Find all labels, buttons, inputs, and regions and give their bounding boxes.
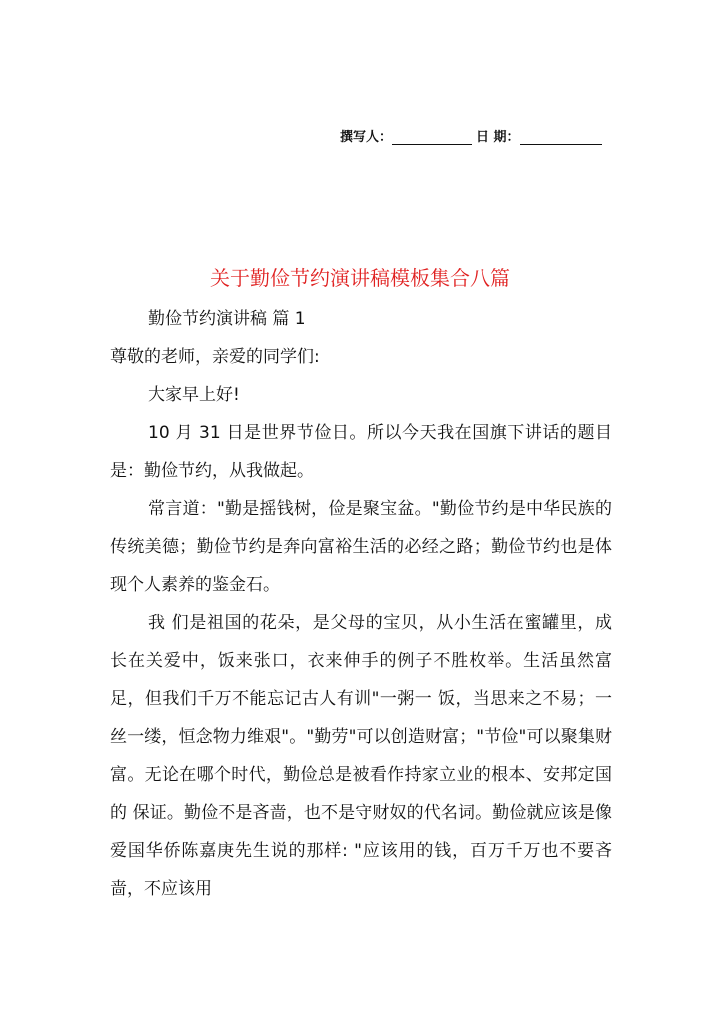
author-label: 撰写人：	[340, 130, 393, 145]
salutation: 尊敬的老师，亲爱的同学们:	[110, 347, 320, 367]
document-body	[110, 300, 612, 908]
section-heading: 勤俭节约演讲稿 篇 1	[148, 309, 306, 329]
date-label: 日 期：	[476, 130, 520, 145]
paragraph: 常言道："勤是摇钱树，俭是聚宝盆。"勤俭节约是中华民族的传统美德；勤俭节约是奔向富裕生活的必经之路；勤俭节约也是体现个人素养的鉴金石。	[110, 499, 612, 595]
paragraph: 我 们是祖国的花朵，是父母的宝贝，从小生活在蜜罐里，成长在关爱中，饭来张口，衣来伸手的例子不胜枚举。生活虽然富足，但我们千万不能忘记古人有训"一粥一 饭，当思来之不易；一丝一缕，恒念物力维艰"。"勤劳"可以创造财富；"节俭"可以聚集财富。无论在哪个时代，勤俭总是被看作持家立业的根本、安邦定国的 保证。勤俭不是吝啬，也不是守财奴的代名词。勤俭就应该是像爱国华侨陈嘉庚先生说的那样: "应该用的钱，百万千万也不要吝啬，不应该用	[110, 613, 612, 899]
document-header	[340, 126, 630, 146]
paragraph: 10 月 31 日是世界节俭日。所以今天我在国旗下讲话的题目是：勤俭节约，从我做起。	[110, 423, 612, 481]
author-blank	[392, 130, 472, 145]
greeting: 大家早上好!	[148, 385, 240, 405]
document-title: 关于勤俭节约演讲稿模板集合八篇	[210, 266, 510, 290]
date-blank	[520, 130, 602, 145]
